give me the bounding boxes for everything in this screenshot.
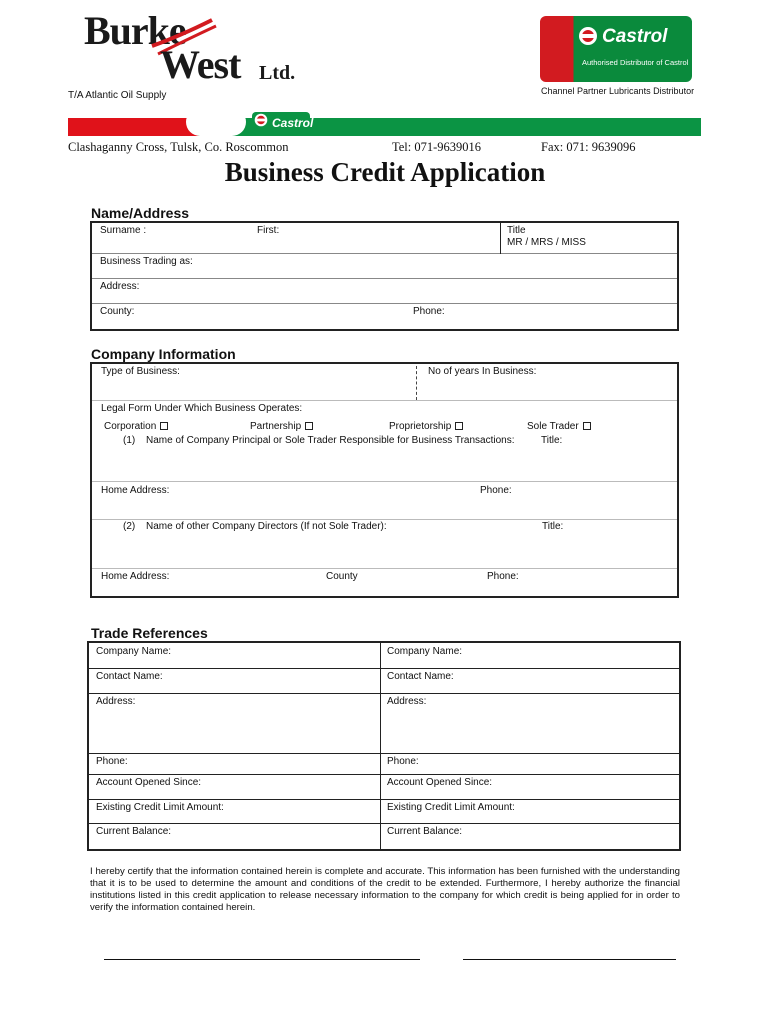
castrol-badge-subtitle: Authorised Distributor of Castrol bbox=[582, 58, 689, 67]
title-field-label[interactable]: Title bbox=[507, 225, 526, 236]
ref1-phone-field[interactable]: Phone: bbox=[96, 756, 128, 767]
divider bbox=[92, 481, 677, 482]
divider bbox=[380, 643, 381, 849]
name-address-box bbox=[90, 221, 679, 331]
partnership-checkbox[interactable] bbox=[305, 422, 313, 430]
ref1-company-name-field[interactable]: Company Name: bbox=[96, 646, 172, 657]
ref1-account-opened-field[interactable]: Account Opened Since: bbox=[96, 777, 202, 788]
divider bbox=[89, 774, 679, 775]
logo-word-burke: Burke bbox=[84, 8, 186, 53]
section-heading-company: Company Information bbox=[91, 346, 236, 362]
title-options: MR / MRS / MISS bbox=[507, 237, 586, 248]
proprietorship-option[interactable] bbox=[389, 421, 463, 432]
trade-references-table bbox=[87, 641, 681, 851]
section-heading-name-address: Name/Address bbox=[91, 205, 190, 221]
home-address-field[interactable]: Home Address: bbox=[101, 485, 170, 496]
signature-line[interactable] bbox=[104, 959, 420, 960]
ref1-current-balance-field[interactable]: Current Balance: bbox=[96, 826, 172, 837]
date-line[interactable] bbox=[463, 959, 676, 960]
divider bbox=[92, 400, 677, 401]
first-name-field[interactable]: First: bbox=[257, 225, 280, 236]
divider bbox=[500, 223, 501, 254]
sole-trader-option[interactable] bbox=[527, 421, 591, 432]
divider bbox=[92, 568, 677, 569]
proprietorship-label: Proprietorship bbox=[389, 421, 452, 432]
ref1-address-field[interactable]: Address: bbox=[96, 696, 136, 707]
divider bbox=[416, 366, 417, 400]
company-address: Clashaganny Cross, Tulsk, Co. Roscommon bbox=[68, 140, 289, 154]
logo-suffix: Ltd. bbox=[259, 62, 296, 84]
divider bbox=[89, 668, 679, 669]
band-castrol-text: Castrol bbox=[272, 116, 314, 130]
logo-word-west: West bbox=[160, 42, 241, 87]
surname-field[interactable]: Surname : bbox=[100, 225, 147, 236]
principal-title-field[interactable]: Title: bbox=[541, 435, 563, 446]
county-field[interactable]: County: bbox=[100, 306, 135, 317]
director-phone-field[interactable]: Phone: bbox=[487, 571, 519, 582]
sole-trader-label: Sole Trader bbox=[527, 421, 579, 432]
legal-form-label: Legal Form Under Which Business Operates: bbox=[101, 403, 303, 414]
divider bbox=[92, 303, 677, 304]
castrol-badge bbox=[540, 16, 692, 82]
director-county-field[interactable]: County bbox=[326, 571, 358, 582]
castrol-band bbox=[68, 108, 701, 136]
divider bbox=[89, 823, 679, 824]
partner-text: Channel Partner Lubricants Distributor bbox=[541, 86, 695, 96]
business-type-field[interactable]: Type of Business: bbox=[101, 366, 180, 377]
sole-trader-checkbox[interactable] bbox=[583, 422, 591, 430]
tagline: T/A Atlantic Oil Supply bbox=[68, 90, 167, 101]
divider bbox=[89, 799, 679, 800]
company-info-box bbox=[90, 362, 679, 598]
ref2-current-balance-field[interactable]: Current Balance: bbox=[387, 826, 463, 837]
principal-number: (1) bbox=[123, 435, 136, 446]
corporation-label: Corporation bbox=[104, 421, 157, 432]
corporation-option[interactable] bbox=[104, 421, 168, 432]
divider bbox=[92, 278, 677, 279]
ref1-credit-limit-field[interactable]: Existing Credit Limit Amount: bbox=[96, 802, 224, 813]
divider bbox=[92, 253, 677, 254]
trading-as-field[interactable]: Business Trading as: bbox=[100, 256, 193, 267]
director-home-address-field[interactable]: Home Address: bbox=[101, 571, 170, 582]
castrol-logo-icon bbox=[578, 26, 598, 46]
directors-number: (2) bbox=[123, 521, 136, 532]
ref2-account-opened-field[interactable]: Account Opened Since: bbox=[387, 777, 493, 788]
partnership-label: Partnership bbox=[250, 421, 302, 432]
section-heading-trade: Trade References bbox=[91, 625, 208, 641]
proprietorship-checkbox[interactable] bbox=[455, 422, 463, 430]
divider bbox=[89, 753, 679, 754]
band-red bbox=[68, 118, 198, 136]
band-castrol-logo-icon bbox=[254, 113, 268, 127]
ref2-address-field[interactable]: Address: bbox=[387, 696, 427, 707]
castrol-wordmark: Castrol bbox=[602, 26, 668, 47]
corporation-checkbox[interactable] bbox=[160, 422, 168, 430]
principal-field[interactable]: Name of Company Principal or Sole Trader Responsible for Business Transactions: bbox=[146, 435, 515, 446]
directors-field[interactable]: Name of other Company Directors (If not Sole Trader): bbox=[146, 521, 387, 532]
director-title-field[interactable]: Title: bbox=[542, 521, 564, 532]
ref2-company-name-field[interactable]: Company Name: bbox=[387, 646, 463, 657]
page-title: Business Credit Application bbox=[224, 157, 546, 187]
ref2-phone-field[interactable]: Phone: bbox=[387, 756, 419, 767]
company-fax: Fax: 071: 9639096 bbox=[541, 140, 636, 154]
divider bbox=[89, 693, 679, 694]
divider bbox=[92, 519, 677, 520]
partnership-option[interactable] bbox=[250, 421, 313, 432]
address-field[interactable]: Address: bbox=[100, 281, 140, 292]
ref2-contact-name-field[interactable]: Contact Name: bbox=[387, 671, 454, 682]
company-tel: Tel: 071-9639016 bbox=[392, 140, 482, 154]
ref2-credit-limit-field[interactable]: Existing Credit Limit Amount: bbox=[387, 802, 515, 813]
ref1-contact-name-field[interactable]: Contact Name: bbox=[96, 671, 163, 682]
principal-phone-field[interactable]: Phone: bbox=[480, 485, 512, 496]
band-pill bbox=[186, 108, 246, 136]
years-in-business-field[interactable]: No of years In Business: bbox=[428, 366, 537, 377]
certification-text: I hereby certify that the information contained herein is complete and accurate. This information has been furnished with the understanding that it is to be used to determine the amount and conditions of the credit to be extended. Furthermore, I hereby authorize the financial institutions listed in this credit application to release necessary information to the company for which credit is being applied for in order to verify the information contained herein. bbox=[90, 866, 680, 913]
phone-field[interactable]: Phone: bbox=[413, 306, 445, 317]
